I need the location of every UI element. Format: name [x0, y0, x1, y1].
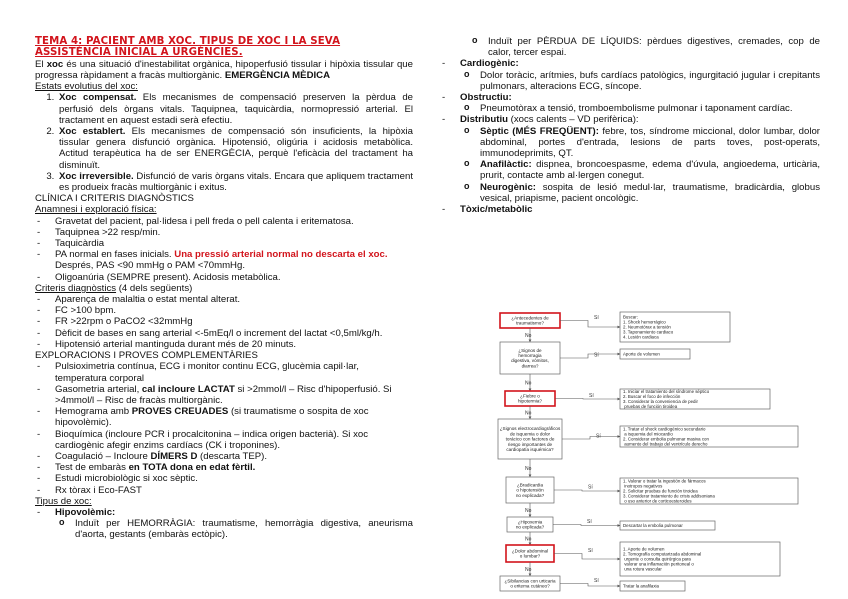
yes-label: Sí — [594, 578, 599, 584]
yes-label: Sí — [587, 519, 592, 525]
list-item: - Taquipnea >22 resp/min. — [35, 227, 413, 238]
list-item: - Rx tòrax i Eco-FAST — [35, 485, 413, 496]
action-text: 1. Iniciar el tratamiento del síndrome séptico 2. Buscar el foco de infección 3. Considerar la conveniencia de pedir pruebas de función tiroidea — [623, 389, 710, 410]
list-item: - Estudi microbiològic si xoc sèptic. — [35, 473, 413, 484]
list-item: o Induït per HEMORRÀGIA: traumatisme, hemorràgia digestiva, aneurisma d'aorta, gestants (embaràs ectòpic). — [55, 518, 413, 540]
list-item: - Hipotensió arterial mantinguda durant més de 20 minuts. — [35, 339, 413, 350]
yes-arrow — [560, 321, 620, 328]
list-item: - Pulsioximetria contínua, ECG i monitor continu ECG, glucèmia capil·lar, temperatura corporal — [35, 361, 413, 383]
action-text: Aporte de volumen — [623, 351, 660, 357]
distributiu-sublist — [460, 126, 820, 204]
anamnesi-list — [35, 216, 413, 283]
list-item: - Hipovolèmic: o Induït per HEMORRÀGIA: traumatisme, hemorràgia digestiva, aneurisma d'aorta, gestants (embaràs ectòpic). — [35, 507, 413, 541]
list-item: - Oligoanúria (SEMPRE present). Acidosis metabòlica. — [35, 272, 413, 283]
no-label: No — [525, 536, 532, 543]
action-text: 1. Tratar el shock cardiogénico secundario a isquemia del miocardio 2. Considerar embolia pulmonar masiva con aumento del trabajo del ventrículo derecho — [623, 426, 709, 447]
question-text: ¿Signos de hemorragia digestiva, vómitos, diarrea? — [511, 347, 549, 369]
shock-flowchart — [494, 309, 800, 596]
yes-arrow — [562, 437, 620, 440]
tipus-list-continued — [440, 58, 820, 215]
yes-arrow — [554, 554, 620, 560]
list-item: o Pneumotòrax a tensió, tromboembolisme pulmonar i taponament cardíac. — [460, 103, 820, 114]
list-item: o Induït per PÈRDUA DE LÍQUIDS: pèrdues digestives, cremades, cop de calor, tercer espai. — [468, 36, 820, 58]
list-item: - Hemograma amb PROVES CREUADES (si traumatisme o sospita de xoc hipovolèmic). — [35, 406, 413, 428]
no-label: No — [525, 466, 532, 472]
clinica-heading: CLÍNICA I CRITERIS DIAGNÒSTICS — [35, 193, 194, 205]
list-item: o Dolor toràcic, arítmies, bufs cardíacs patològics, ingurgitació jugular i crepitants pulmonars, alteracions ECG, síncope. — [460, 70, 820, 92]
list-item: - Dèficit de bases en sang arterial <-5mEq/l o increment del lactat <0,5ml/kg/h. — [35, 328, 413, 339]
list-item: - Distributiu (xocs calents – VD perifèrica): o Sèptic (MÉS FREQÜENT): febre, tos, síndrome miccional, dolor lumbar, dolor abdominal, portes d'entrada, lesions de parts toves, post-operats, immunodeprimits, QT. o Anafilàctic: dispnea, broncoespasme, edema d'úvula, angioedema, urticària, prurit, contacte amb al·lergen conegut. o Neurogènic: sospita de lesió medul·lar, traumatisme, bradicàrdia, globus vesical, priapisme, pacient oncològic. — [440, 114, 820, 204]
liquids-block — [440, 36, 820, 58]
liquids-sublist — [468, 36, 820, 58]
criteris-list — [35, 294, 413, 350]
list-item: o Neurogènic: sospita de lesió medul·lar, traumatisme, bradicàrdia, globus vesical, priapisme, pacient oncològic. — [460, 182, 820, 204]
exploracions-list — [35, 361, 413, 495]
yes-arrow — [560, 354, 620, 358]
list-item: 3. Xoc irreversible. Disfunció de varis òrgans vitals. Encara que apliquem tractament es produeix fracàs multiorgànic i exitus. — [57, 171, 413, 193]
question-text: ¿Dolor abdominal o lumbar? — [511, 548, 549, 559]
tipus-heading: Tipus de xoc: — [35, 495, 92, 507]
yes-arrow — [555, 399, 620, 400]
list-item: o Sèptic (MÉS FREQÜENT): febre, tos, síndrome miccional, dolor lumbar, dolor abdominal, portes d'entrada, lesions de parts toves, post-operats, immunodeprimits, QT. — [460, 126, 820, 160]
action-text: Descartar la embolia pulmonar — [623, 523, 683, 529]
list-item: - Bioquímica (incloure PCR i procalcitonina – indica origen bacterià). Si xoc cardiogènic afegir enzims cardíacs (CK i troponines). — [35, 429, 413, 451]
list-item: - Tòxic/metabòlic — [440, 204, 820, 215]
list-item: - FC >100 bpm. — [35, 305, 413, 316]
yes-arrow — [554, 490, 620, 491]
question-text: ¿Bradicardia o hipotensión no explicada? — [515, 482, 545, 498]
action-text: Buscar: 1. Shock hemorrágico 2. Neumotórax a tensión 3. Taponamiento cardiaco 4. Lesión cardiaca — [623, 314, 674, 340]
list-item: - Obstructiu: o Pneumotòrax a tensió, tromboembolisme pulmonar i taponament cardíac. — [440, 92, 820, 114]
question-text: ¿Hipoxemia no explicada? — [515, 519, 545, 530]
right-column — [440, 36, 820, 215]
no-label: No — [525, 333, 532, 339]
list-item: 2. Xoc establert. Els mecanismes de compensació són insuficients, la hipòxia tissular genera disfunció orgànica. Hipotensió, oligúria i acidosis metabòlica. Actitud terapèutica ha de ser ENERGÈCIA, perquè l'eficàcia del tractament ha disminuït. — [57, 126, 413, 171]
yes-label: Sí — [588, 484, 593, 491]
action-text: 1. Aporte de volumen 2. Tomografía computarizada abdominal urgente o consulta quirúrgica para valorar una inflamación peritoneal o una rotura vascular — [623, 546, 702, 572]
action-text: 1. Valorar o tratar la ingestión de fármacos inotropos negativos 2. Solicitar pruebas de función tiroidea 3. Considerar tratamiento de crisis addisoniana o uso anterior de corticoesteroides — [623, 478, 715, 504]
list-item: - Test de embaràs en TOTA dona en edat fèrtil. — [35, 462, 413, 473]
list-item: o Anafilàctic: dispnea, broncoespasme, edema d'úvula, angioedema, urticària, prurit, contacte amb al·lergen conegut. — [460, 159, 820, 181]
criteris-heading: Criteris diagnòstics (4 dels següents) — [35, 282, 193, 294]
tipus-list — [35, 507, 413, 541]
no-label: No — [525, 380, 532, 387]
estats-list — [35, 92, 413, 193]
list-item: - Cardiogènic: o Dolor toràcic, arítmies, bufs cardíacs patològics, ingurgitació jugular i crepitants pulmonars, alteracions ECG, síncope. — [440, 58, 820, 92]
list-item: - Taquicàrdia — [35, 238, 413, 249]
list-item: - FR >22rpm o PaCO2 <32mmHg — [35, 316, 413, 327]
cardiogenic-sublist — [460, 70, 820, 92]
intro-paragraph: El xoc és una situació d'inestabilitat orgànica, hipoperfusió tissular i hipòxia tissular que progressa ràpidament a fracàs multiorgànic. EMERGÈNCIA MÈDICA — [35, 58, 413, 82]
yes-arrow — [560, 584, 620, 587]
no-label: No — [525, 508, 532, 514]
yes-label: Sí — [589, 393, 594, 399]
question-text: ¿Fiebre o hipotermia? — [517, 393, 543, 404]
list-item: - Gravetat del pacient, pal·lidesa i pell freda o pell calenta i eritematosa. — [35, 216, 413, 227]
list-item: - Coagulació – Incloure DÍMERS D (descarta TEP). — [35, 451, 413, 462]
no-label: No — [525, 567, 532, 573]
estats-heading: Estats evolutius del xoc: — [35, 81, 138, 93]
exploracions-heading: EXPLORACIONS I PROVES COMPLEMENTÀRIES — [35, 350, 258, 362]
hipovolemic-sublist — [55, 518, 413, 540]
yes-label: Sí — [588, 548, 593, 554]
left-column — [35, 36, 413, 541]
list-item: - Gasometria arterial, cal incloure LACTAT si >2mmol/l – Risc d'hipoperfusió. Si >4mmol/l – Risc de fracàs multiorgànic. — [35, 384, 413, 406]
list-item: - Aparença de malaltia o estat mental alterat. — [35, 294, 413, 305]
yes-label: Sí — [594, 352, 599, 359]
anamnesi-heading: Anamnesi i exploració física: — [35, 204, 157, 216]
obstructiu-sublist — [460, 103, 820, 114]
yes-label: Sí — [596, 433, 601, 440]
list-item: - PA normal en fases inicials. Una pressió arterial normal no descarta el xoc. Després, PAS <90 mmHg o PAM <70mmHg. — [35, 249, 413, 271]
yes-label: Sí — [594, 315, 599, 321]
no-label: No — [525, 410, 532, 417]
question-text: ¿Sibilancias con urticaria o eritema cutáneo? — [504, 578, 556, 589]
list-item: 1. Xoc compensat. Els mecanismes de compensació preserven la pèrdua de perfusió dels òrgans vitals. Taquipnea, taquicàrdia, normopressió arterial. El tractament en aquest estadi serà efectiu. — [57, 92, 413, 126]
question-text: ¿Antecedentes de traumatismo? — [511, 315, 549, 326]
question-text: ¿Signos electrocardiográficos de isquemia o dolor torácico con factores de riesgo importantes de cardiopatía isquémica? — [499, 426, 561, 452]
action-text: Tratar la anafilaxia — [623, 583, 659, 589]
page-title: TEMA 4: PACIENT AMB XOC. TIPUS DE XOC I LA SEVA ASSISTÈNCIA INICIAL A URGÈNCIES. — [35, 36, 341, 59]
